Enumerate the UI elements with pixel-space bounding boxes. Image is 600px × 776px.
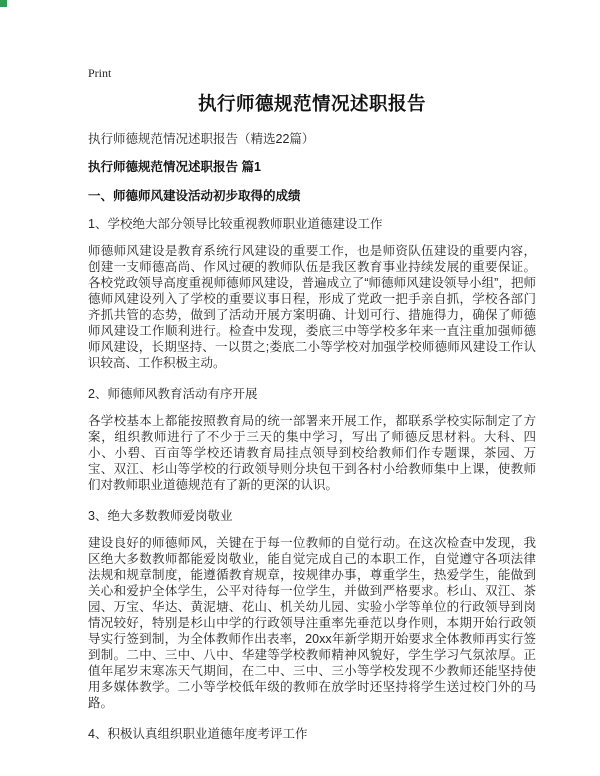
section-heading-4: 4、积极认真组织职业道德年度考评工作: [88, 727, 308, 741]
section-heading-3: 3、绝大多数教师爱岗敬业: [88, 509, 233, 523]
section-paragraph-2: 各学校基本上都能按照教育局的统一部署来开展工作，都联系学校实际制定了方案，组织教师进行了不少于三天的集中学习，写出了师德反思材料。大科、四小、小碧、百亩等学校还请教育局挂点领导到校给教师们作专题课，茶园、万宝、双江、杉山等学校的行政领导则分块包干到各村小给教师集中上课，使教师们对教师职业道德规范有了新的更深的认识。: [88, 414, 536, 492]
section-paragraph-1: 师德师风建设是教育系统行风建设的重要工作，也是师资队伍建设的重要内容，创建一支师德高尚、作风过硬的教师队伍是我区教育事业持续发展的重要保证。各校党政领导高度重视师德师风建设，普遍成立了“师德师风建设领导小组”，把师德师风建设列入了学校的重要议事日程，形成了党政一把手亲自抓，学校各部门齐抓共管的态势，做到了活动开展方案明确、计划可行、措施得力，确保了师德师风建设工作顺利进行。检查中发现，娄底三中等学校多年来一直注重加强师德师风建设，长期坚持、一以贯之;娄底二小等学校对加强学校师德师风建设工作认识较高、工作积极主动。: [88, 244, 536, 370]
section-heading-1: 1、学校绝大部分领导比较重视教师职业道德建设工作: [88, 217, 383, 231]
section-heading-2: 2、师德师风教育活动有序开展: [88, 387, 258, 401]
print-button[interactable]: Print: [88, 66, 112, 80]
chapter-heading: 一、师德师风建设活动初步取得的成绩: [88, 189, 301, 203]
document-title: 执行师德规范情况述职报告: [197, 93, 426, 114]
corner-marker: [0, 0, 7, 7]
section-paragraph-3: 建设良好的师德师风，关键在于每一位教师的自觉行动。在这次检查中发现，我区绝大多数教师都能爱岗敬业，能自觉完成自己的本职工作，自觉遵守各项法律法规和规章制度，能遵循教育规章，按规律办事，尊重学生，热爱学生，能做到关心和爱护全体学生，公平对待每一位学生，并做到严格要求。杉山、双江、茶园、万宝、华达、黄泥塘、花山、机关幼儿园、实验小学等单位的行政领导到岗情况较好，特别是杉山中学的行政领导注重率先垂范以身作则，本期开始行政领导实行签到制，为全体教师作出表率，20xx年新学期开始要求全体教师再实行签到制。二中、三中、八中、华建等学校教师精神风貌好，学生学习气氛浓厚。正值年尾岁末寒冻天气期间，在二中、三中、三小等学校发现不少教师还能坚持使用多媒体教学。二小等学校低年级的教师在放学时还坚持将学生送过校门外的马路。: [88, 536, 536, 710]
document-subtitle: 执行师德规范情况述职报告（精选22篇）: [88, 132, 315, 146]
document-content: [88, 92, 536, 753]
part-heading: 执行师德规范情况述职报告 篇1: [88, 160, 261, 174]
